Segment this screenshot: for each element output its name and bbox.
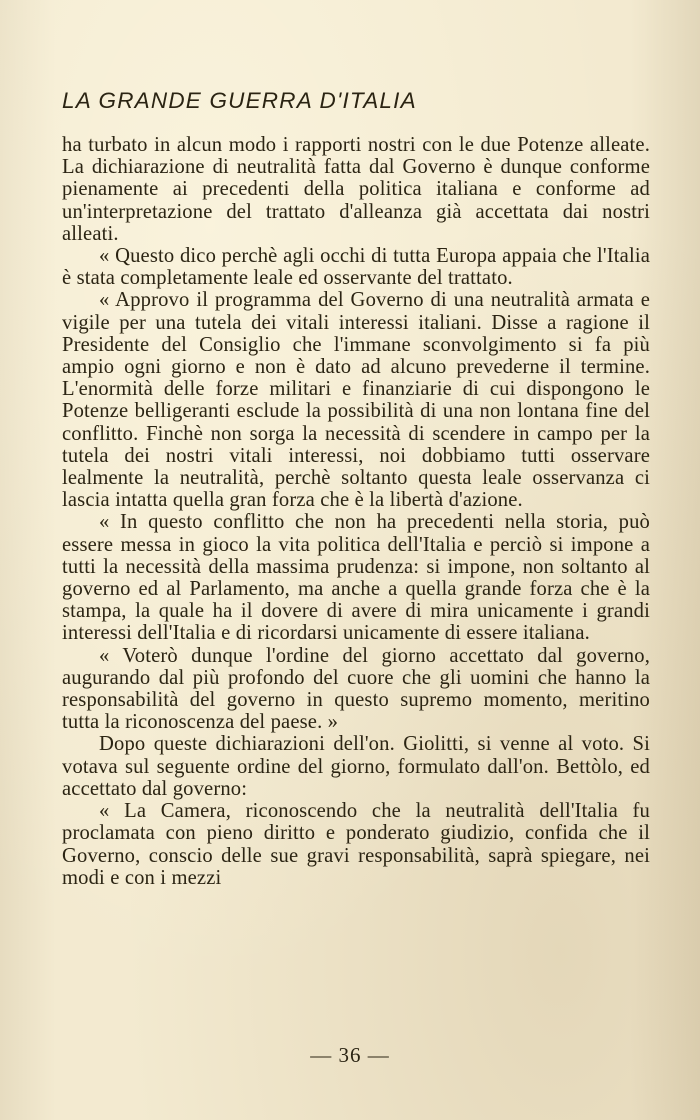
paragraph-quote-vote: « Voterò dunque l'ordine del giorno accettato dal governo, augurando dal più profondo del cuore che gli uomini che hanno la responsabilità del governo in questo supremo momento, meritino tutta la riconoscenza del paese. » (62, 644, 650, 734)
paragraph-quote-neutrality: « Approvo il programma del Governo di una neutralità armata e vigile per una tutela dei vitali interessi italiani. Disse a ragione il Presidente del Consiglio che l'immane sconvolgimento si fa più ampio ogni giorno e non è dato ad alcuno prevederne il termine. L'enormità delle forze militari e finanziarie di cui dispongono le Potenze belligeranti esclude la possibilità di una non lontana fine del conflitto. Finchè non sorga la necessità di scendere in campo per la tutela dei nostri vitali interessi, noi dobbiamo tutti osservare lealmente la neutralità, perchè soltanto questa leale osservanza ci lascia intatta quella gran forza che è la libertà d'azione. (62, 289, 650, 512)
paragraph-narration: Dopo queste dichiarazioni dell'on. Giolitti, si venne al voto. Si votava sul seguente ordine del giorno, formulato dall'on. Bettòlo, ed accettato dal governo: (62, 733, 650, 800)
paragraph-quote-loyalty: « Questo dico perchè agli occhi di tutta Europa appaia che l'Italia è stata completamente leale ed osservante del trattato. (62, 245, 650, 290)
page-content (62, 88, 650, 889)
paragraph-quote-prudence: « In questo conflitto che non ha precedenti nella storia, può essere messa in gioco la vita politica dell'Italia e perciò si impone a tutti la necessità della massima prudenza: si impone, non soltanto al governo ed al Parlamento, ma anche a quella grande forza che è la stampa, la quale ha il dovere di avere di mira unicamente i grandi interessi dell'Italia e di ricordarsi unicamente di essere italiana. (62, 511, 650, 645)
page-number: — 36 — (310, 1043, 390, 1067)
paragraph-continuation: ha turbato in alcun modo i rapporti nostri con le due Potenze alleate. La dichiarazione di neutralità fatta dal Governo è dunque conforme pienamente ai precedenti della politica italiana e conforme ad un'interpretazione del trattato d'alleanza già accettata dai nostri alleati. (62, 134, 650, 245)
running-head: LA GRANDE GUERRA D'ITALIA (62, 88, 417, 113)
body-text (62, 134, 650, 889)
paragraph-order-of-day: « La Camera, riconoscendo che la neutralità dell'Italia fu proclamata con pieno diritto e ponderato giudizio, confida che il Governo, conscio delle sue gravi responsabilità, saprà spiegare, nei modi e con i mezzi (62, 800, 650, 889)
